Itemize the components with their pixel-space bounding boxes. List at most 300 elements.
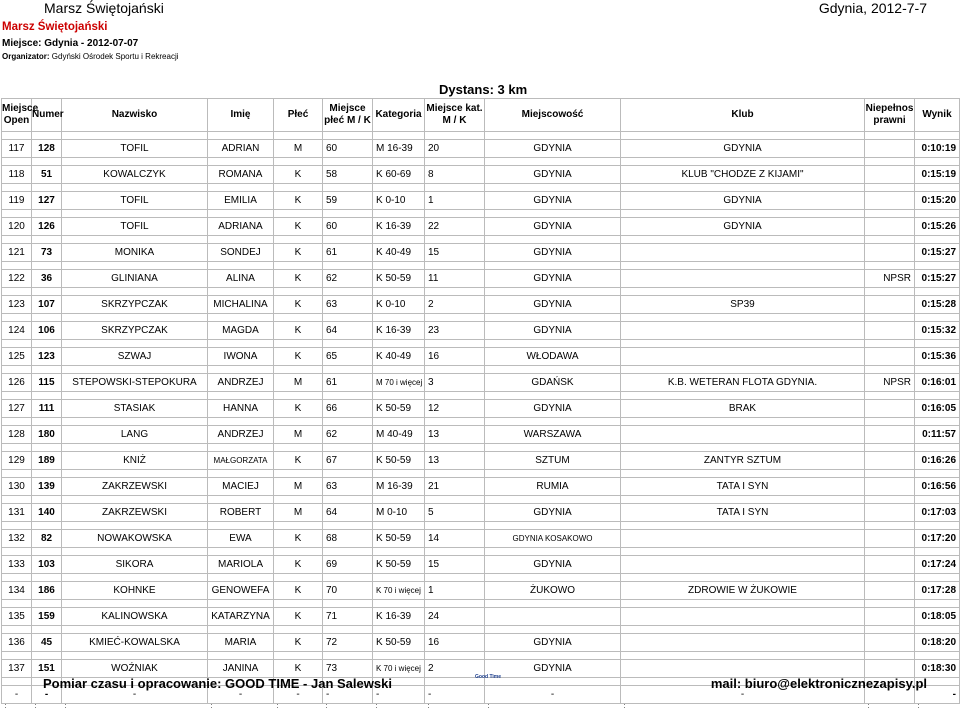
table-cell: M 40-49 bbox=[373, 426, 425, 444]
table-cell: 67 bbox=[323, 452, 373, 470]
spacer-cell bbox=[373, 470, 425, 478]
spacer-cell bbox=[323, 626, 373, 634]
spacer-cell bbox=[32, 652, 62, 660]
spacer-cell bbox=[915, 522, 960, 530]
row-spacer bbox=[2, 496, 960, 504]
spacer-cell bbox=[485, 652, 621, 660]
spacer-cell bbox=[915, 496, 960, 504]
table-cell: 62 bbox=[323, 426, 373, 444]
table-cell: TATA I SYN bbox=[621, 504, 865, 522]
table-cell: K bbox=[274, 400, 323, 418]
table-cell: 0:16:05 bbox=[915, 400, 960, 418]
spacer-cell bbox=[32, 522, 62, 530]
table-cell bbox=[865, 322, 915, 340]
spacer-cell bbox=[208, 340, 274, 348]
table-row bbox=[2, 608, 960, 626]
table-cell: 20 bbox=[425, 140, 485, 158]
table-cell: M 0-10 bbox=[373, 504, 425, 522]
spacer-cell bbox=[425, 262, 485, 270]
spacer-cell bbox=[208, 314, 274, 322]
table-cell: 137 bbox=[2, 660, 32, 678]
table-cell: 0:16:01 bbox=[915, 374, 960, 392]
spacer-cell bbox=[865, 470, 915, 478]
spacer-cell bbox=[865, 262, 915, 270]
spacer-cell bbox=[621, 288, 865, 296]
spacer-cell bbox=[865, 652, 915, 660]
spacer-cell bbox=[208, 366, 274, 374]
spacer-cell bbox=[208, 158, 274, 166]
column-header-line2: Open bbox=[2, 115, 31, 127]
table-cell: 65 bbox=[323, 348, 373, 366]
table-cell: 127 bbox=[2, 400, 32, 418]
spacer-cell bbox=[2, 262, 32, 270]
table-cell: MAGDA bbox=[208, 322, 274, 340]
table-cell bbox=[865, 582, 915, 600]
table-cell bbox=[485, 608, 621, 626]
table-cell: MARIOLA bbox=[208, 556, 274, 574]
spacer-cell bbox=[208, 522, 274, 530]
table-cell: GDYNIA bbox=[621, 192, 865, 210]
table-cell: ZDROWIE W ŻUKOWIE bbox=[621, 582, 865, 600]
spacer-cell bbox=[915, 548, 960, 556]
table-cell: ŻUKOWO bbox=[485, 582, 621, 600]
table-cell: 3 bbox=[425, 374, 485, 392]
spacer-cell bbox=[621, 418, 865, 426]
event-name: Marsz Świętojański bbox=[2, 21, 107, 33]
table-cell: K 16-39 bbox=[373, 218, 425, 236]
table-cell: K 60-69 bbox=[373, 166, 425, 184]
spacer-cell bbox=[621, 184, 865, 192]
table-cell: GDAŃSK bbox=[485, 374, 621, 392]
table-cell: 58 bbox=[323, 166, 373, 184]
column-header-line2: płeć M / K bbox=[323, 115, 372, 127]
table-cell: ZANTYR SZTUM bbox=[621, 452, 865, 470]
table-cell: ANDRZEJ bbox=[208, 374, 274, 392]
table-cell: K 40-49 bbox=[373, 348, 425, 366]
spacer-cell bbox=[865, 600, 915, 608]
row-spacer bbox=[2, 522, 960, 530]
table-cell: 62 bbox=[323, 270, 373, 288]
table-cell: 63 bbox=[323, 296, 373, 314]
table-cell: K 50-59 bbox=[373, 270, 425, 288]
table-row bbox=[2, 270, 960, 288]
spacer-cell bbox=[274, 444, 323, 452]
table-cell: K bbox=[274, 452, 323, 470]
table-cell: 125 bbox=[2, 348, 32, 366]
table-cell: K 16-39 bbox=[373, 322, 425, 340]
spacer-cell bbox=[865, 444, 915, 452]
table-cell: KOWALCZYK bbox=[62, 166, 208, 184]
spacer-cell bbox=[274, 418, 323, 426]
table-cell: 22 bbox=[425, 218, 485, 236]
row-spacer bbox=[2, 444, 960, 452]
event-organizer bbox=[2, 52, 179, 61]
spacer-cell bbox=[62, 132, 208, 140]
table-cell: SKRZYPCZAK bbox=[62, 322, 208, 340]
dots-row bbox=[2, 704, 960, 712]
spacer-cell bbox=[62, 340, 208, 348]
event-place-value: Gdynia - 2012-07-07 bbox=[44, 38, 138, 49]
spacer-cell bbox=[274, 184, 323, 192]
column-header-line2: M / K bbox=[425, 115, 484, 127]
table-cell bbox=[621, 322, 865, 340]
spacer-cell bbox=[485, 262, 621, 270]
spacer-cell bbox=[32, 392, 62, 400]
spacer-cell bbox=[2, 288, 32, 296]
spacer-cell bbox=[323, 652, 373, 660]
spacer-cell bbox=[373, 392, 425, 400]
spacer-cell bbox=[62, 366, 208, 374]
row-spacer bbox=[2, 288, 960, 296]
spacer-cell bbox=[915, 418, 960, 426]
table-cell: 126 bbox=[32, 218, 62, 236]
spacer-cell bbox=[425, 314, 485, 322]
column-header bbox=[62, 99, 208, 132]
table-cell: K bbox=[274, 166, 323, 184]
spacer-cell bbox=[485, 470, 621, 478]
table-cell: M bbox=[274, 140, 323, 158]
spacer-cell bbox=[425, 574, 485, 582]
spacer-cell bbox=[425, 366, 485, 374]
distance-label: Dystans: 3 km bbox=[439, 82, 527, 97]
spacer-cell bbox=[373, 314, 425, 322]
spacer-cell bbox=[621, 210, 865, 218]
spacer-cell bbox=[323, 158, 373, 166]
table-cell: 16 bbox=[425, 348, 485, 366]
table-cell: 64 bbox=[323, 504, 373, 522]
spacer-cell bbox=[323, 184, 373, 192]
spacer-cell bbox=[274, 626, 323, 634]
table-cell: SKRZYPCZAK bbox=[62, 296, 208, 314]
spacer-cell bbox=[323, 366, 373, 374]
spacer-cell bbox=[373, 444, 425, 452]
table-row bbox=[2, 634, 960, 652]
table-row bbox=[2, 374, 960, 392]
spacer-cell bbox=[208, 210, 274, 218]
spacer-cell bbox=[915, 314, 960, 322]
table-cell: 134 bbox=[2, 582, 32, 600]
table-cell: GDYNIA KOSAKOWO bbox=[485, 530, 621, 548]
table-cell: 135 bbox=[2, 608, 32, 626]
column-header bbox=[865, 99, 915, 132]
spacer-cell bbox=[865, 418, 915, 426]
spacer-cell bbox=[32, 158, 62, 166]
spacer-cell bbox=[323, 262, 373, 270]
spacer-cell bbox=[32, 496, 62, 504]
spacer-cell bbox=[62, 158, 208, 166]
column-header-line1: Niepełnos bbox=[865, 103, 914, 115]
table-cell: GDYNIA bbox=[485, 660, 621, 678]
row-spacer bbox=[2, 626, 960, 634]
spacer-cell bbox=[621, 470, 865, 478]
spacer-cell bbox=[32, 444, 62, 452]
column-header bbox=[485, 99, 621, 132]
spacer-cell bbox=[621, 522, 865, 530]
table-cell: K bbox=[274, 270, 323, 288]
table-cell: 117 bbox=[2, 140, 32, 158]
spacer-cell bbox=[2, 652, 32, 660]
table-cell: 120 bbox=[2, 218, 32, 236]
table-row bbox=[2, 426, 960, 444]
spacer-cell bbox=[62, 262, 208, 270]
spacer-cell bbox=[274, 652, 323, 660]
spacer-cell bbox=[865, 522, 915, 530]
spacer-cell bbox=[865, 626, 915, 634]
table-cell: 13 bbox=[425, 452, 485, 470]
spacer-cell bbox=[865, 366, 915, 374]
event-organizer-label: Organizator: bbox=[2, 52, 50, 61]
table-cell: K 50-59 bbox=[373, 634, 425, 652]
column-header bbox=[373, 99, 425, 132]
spacer-cell bbox=[2, 158, 32, 166]
spacer-cell bbox=[274, 340, 323, 348]
row-spacer bbox=[2, 574, 960, 582]
spacer-cell bbox=[208, 288, 274, 296]
table-cell: 0:15:32 bbox=[915, 322, 960, 340]
table-cell: - bbox=[208, 686, 274, 704]
row-spacer bbox=[2, 236, 960, 244]
table-cell: 129 bbox=[2, 452, 32, 470]
table-cell bbox=[865, 218, 915, 236]
table-header-row bbox=[2, 99, 960, 132]
row-spacer bbox=[2, 184, 960, 192]
table-cell: KALINOWSKA bbox=[62, 608, 208, 626]
spacer-cell bbox=[62, 444, 208, 452]
spacer-cell bbox=[32, 548, 62, 556]
spacer-cell bbox=[323, 600, 373, 608]
table-cell bbox=[621, 660, 865, 678]
spacer-cell bbox=[915, 392, 960, 400]
table-cell: K 16-39 bbox=[373, 608, 425, 626]
spacer-cell bbox=[621, 236, 865, 244]
table-cell: 0:11:57 bbox=[915, 426, 960, 444]
spacer-cell bbox=[485, 366, 621, 374]
table-cell: M bbox=[274, 426, 323, 444]
table-cell: EWA bbox=[208, 530, 274, 548]
spacer-cell bbox=[208, 444, 274, 452]
table-cell: GDYNIA bbox=[485, 166, 621, 184]
spacer-cell bbox=[323, 470, 373, 478]
spacer-cell bbox=[274, 392, 323, 400]
table-cell bbox=[865, 504, 915, 522]
table-cell bbox=[621, 270, 865, 288]
spacer-cell bbox=[323, 210, 373, 218]
table-cell bbox=[621, 556, 865, 574]
spacer-cell bbox=[865, 184, 915, 192]
spacer-cell bbox=[373, 340, 425, 348]
spacer-cell bbox=[621, 262, 865, 270]
table-cell: SZTUM bbox=[485, 452, 621, 470]
table-cell: 0:17:24 bbox=[915, 556, 960, 574]
table-cell: K bbox=[274, 634, 323, 652]
dots-cell: : bbox=[915, 704, 960, 712]
table-cell: WŁODAWA bbox=[485, 348, 621, 366]
table-cell: GDYNIA bbox=[485, 218, 621, 236]
table-cell: K 40-49 bbox=[373, 244, 425, 262]
table-cell: 103 bbox=[32, 556, 62, 574]
table-cell bbox=[865, 426, 915, 444]
spacer-cell bbox=[208, 262, 274, 270]
spacer-cell bbox=[208, 392, 274, 400]
dots-cell: : bbox=[865, 704, 915, 712]
table-cell: KOHNKE bbox=[62, 582, 208, 600]
spacer-cell bbox=[2, 470, 32, 478]
table-cell: 0:18:30 bbox=[915, 660, 960, 678]
table-cell: 51 bbox=[32, 166, 62, 184]
row-spacer bbox=[2, 340, 960, 348]
spacer-cell bbox=[373, 574, 425, 582]
table-cell: - bbox=[62, 686, 208, 704]
table-body bbox=[2, 132, 960, 712]
spacer-cell bbox=[62, 210, 208, 218]
table-cell bbox=[865, 530, 915, 548]
table-cell: 111 bbox=[32, 400, 62, 418]
table-cell: K bbox=[274, 244, 323, 262]
spacer-cell bbox=[323, 522, 373, 530]
table-cell: 126 bbox=[2, 374, 32, 392]
spacer-cell bbox=[274, 314, 323, 322]
spacer-cell bbox=[62, 548, 208, 556]
table-cell: GDYNIA bbox=[485, 296, 621, 314]
row-spacer bbox=[2, 132, 960, 140]
spacer-cell bbox=[274, 574, 323, 582]
spacer-cell bbox=[621, 600, 865, 608]
spacer-cell bbox=[425, 444, 485, 452]
row-spacer bbox=[2, 600, 960, 608]
spacer-cell bbox=[62, 652, 208, 660]
table-row bbox=[2, 296, 960, 314]
table-cell bbox=[865, 166, 915, 184]
table-cell: KLUB "CHODZE Z KIJAMI" bbox=[621, 166, 865, 184]
table-cell: K 0-10 bbox=[373, 296, 425, 314]
table-cell: RUMIA bbox=[485, 478, 621, 496]
spacer-cell bbox=[621, 652, 865, 660]
row-spacer bbox=[2, 418, 960, 426]
spacer-cell bbox=[915, 652, 960, 660]
table-cell: K bbox=[274, 660, 323, 678]
spacer-cell bbox=[32, 236, 62, 244]
table-cell bbox=[865, 140, 915, 158]
column-header bbox=[323, 99, 373, 132]
spacer-cell bbox=[32, 340, 62, 348]
spacer-cell bbox=[32, 132, 62, 140]
dots-cell: : bbox=[485, 704, 621, 712]
spacer-cell bbox=[2, 522, 32, 530]
table-cell: 70 bbox=[323, 582, 373, 600]
spacer-cell bbox=[485, 626, 621, 634]
spacer-cell bbox=[621, 392, 865, 400]
spacer-cell bbox=[485, 340, 621, 348]
spacer-cell bbox=[2, 366, 32, 374]
spacer-cell bbox=[62, 236, 208, 244]
table-cell: K bbox=[274, 192, 323, 210]
column-header-line1: Klub bbox=[621, 109, 864, 121]
dots-cell: : bbox=[425, 704, 485, 712]
table-cell: HANNA bbox=[208, 400, 274, 418]
table-cell: 21 bbox=[425, 478, 485, 496]
table-cell: 45 bbox=[32, 634, 62, 652]
spacer-cell bbox=[373, 496, 425, 504]
column-header-line1: Miejsce kat. bbox=[425, 103, 484, 115]
spacer-cell bbox=[323, 236, 373, 244]
table-cell: 61 bbox=[323, 244, 373, 262]
table-cell: NPSR bbox=[865, 270, 915, 288]
dots-cell: : bbox=[62, 704, 208, 712]
spacer-cell bbox=[621, 340, 865, 348]
table-cell: KATARZYNA bbox=[208, 608, 274, 626]
spacer-cell bbox=[621, 314, 865, 322]
spacer-cell bbox=[915, 574, 960, 582]
table-cell: ROMANA bbox=[208, 166, 274, 184]
spacer-cell bbox=[323, 574, 373, 582]
spacer-cell bbox=[208, 236, 274, 244]
table-cell: 0:15:36 bbox=[915, 348, 960, 366]
table-cell: 16 bbox=[425, 634, 485, 652]
table-cell: GDYNIA bbox=[485, 270, 621, 288]
table-cell: 133 bbox=[2, 556, 32, 574]
spacer-cell bbox=[425, 184, 485, 192]
table-cell: GDYNIA bbox=[485, 400, 621, 418]
table-cell: NOWAKOWSKA bbox=[62, 530, 208, 548]
spacer-cell bbox=[208, 574, 274, 582]
table-cell: ADRIANA bbox=[208, 218, 274, 236]
table-cell: 0:15:27 bbox=[915, 244, 960, 262]
spacer-cell bbox=[425, 158, 485, 166]
table-cell: IWONA bbox=[208, 348, 274, 366]
spacer-cell bbox=[621, 132, 865, 140]
spacer-cell bbox=[32, 288, 62, 296]
table-cell bbox=[621, 634, 865, 652]
table-row bbox=[2, 348, 960, 366]
table-row bbox=[2, 218, 960, 236]
column-header bbox=[2, 99, 32, 132]
table-cell: GDYNIA bbox=[485, 192, 621, 210]
table-cell: 13 bbox=[425, 426, 485, 444]
table-cell: 0:17:28 bbox=[915, 582, 960, 600]
spacer-cell bbox=[323, 444, 373, 452]
table-cell: 63 bbox=[323, 478, 373, 496]
spacer-cell bbox=[865, 236, 915, 244]
spacer-cell bbox=[621, 366, 865, 374]
table-cell bbox=[865, 556, 915, 574]
table-cell: 60 bbox=[323, 140, 373, 158]
spacer-cell bbox=[865, 574, 915, 582]
spacer-cell bbox=[2, 496, 32, 504]
table-cell: K 50-59 bbox=[373, 556, 425, 574]
spacer-cell bbox=[32, 574, 62, 582]
spacer-cell bbox=[373, 366, 425, 374]
spacer-cell bbox=[865, 548, 915, 556]
table-cell: 8 bbox=[425, 166, 485, 184]
spacer-cell bbox=[915, 210, 960, 218]
table-cell: TOFIL bbox=[62, 192, 208, 210]
spacer-cell bbox=[274, 600, 323, 608]
column-header bbox=[274, 99, 323, 132]
spacer-cell bbox=[323, 314, 373, 322]
row-spacer bbox=[2, 548, 960, 556]
table-cell bbox=[865, 660, 915, 678]
table-cell: JANINA bbox=[208, 660, 274, 678]
table-cell: 0:17:03 bbox=[915, 504, 960, 522]
column-header-line1: Miejscowość bbox=[485, 109, 620, 121]
table-cell: 136 bbox=[2, 634, 32, 652]
table-cell bbox=[865, 296, 915, 314]
spacer-cell bbox=[425, 340, 485, 348]
spacer-cell bbox=[32, 470, 62, 478]
table-cell: 73 bbox=[32, 244, 62, 262]
spacer-cell bbox=[373, 132, 425, 140]
spacer-cell bbox=[425, 210, 485, 218]
